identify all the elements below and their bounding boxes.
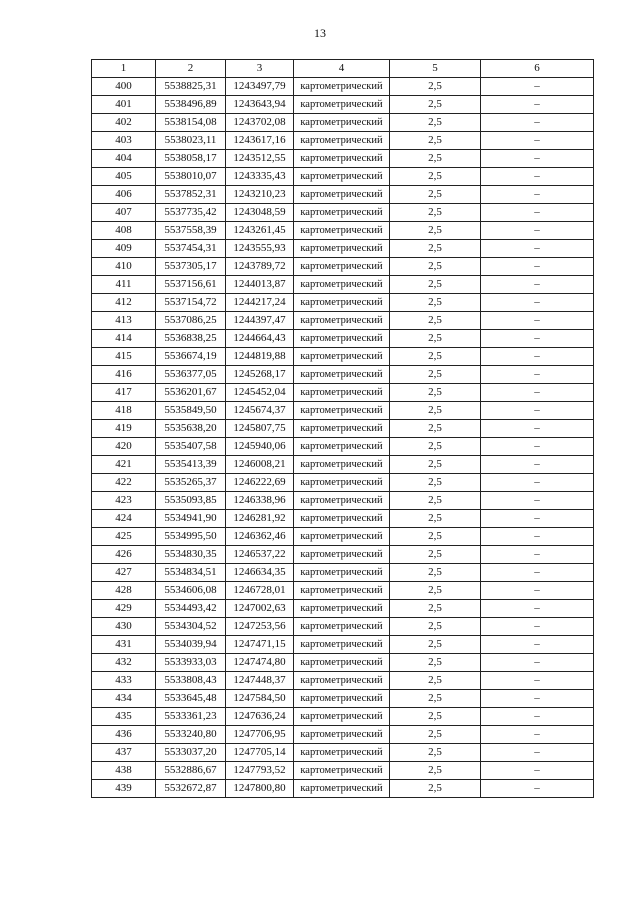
point-number-cell: 416 xyxy=(92,366,156,384)
coordinate-y-cell: 1243643,94 xyxy=(226,96,294,114)
table-row xyxy=(92,456,594,474)
coordinate-x-cell: 5538010,07 xyxy=(156,168,226,186)
coordinate-y-cell: 1243210,23 xyxy=(226,186,294,204)
method-cell: картометрический xyxy=(294,780,390,798)
method-cell: картометрический xyxy=(294,636,390,654)
table-row xyxy=(92,510,594,528)
coordinate-y-cell: 1246537,22 xyxy=(226,546,294,564)
method-cell: картометрический xyxy=(294,762,390,780)
method-cell: картометрический xyxy=(294,690,390,708)
column-header: 6 xyxy=(481,60,594,78)
accuracy-cell: 2,5 xyxy=(390,582,481,600)
accuracy-cell: 2,5 xyxy=(390,150,481,168)
coordinate-y-cell: 1243512,55 xyxy=(226,150,294,168)
coordinate-x-cell: 5533645,48 xyxy=(156,690,226,708)
point-number-cell: 428 xyxy=(92,582,156,600)
coordinate-x-cell: 5535638,20 xyxy=(156,420,226,438)
coordinate-x-cell: 5536201,67 xyxy=(156,384,226,402)
description-cell: – xyxy=(481,456,594,474)
table-row xyxy=(92,366,594,384)
accuracy-cell: 2,5 xyxy=(390,420,481,438)
accuracy-cell: 2,5 xyxy=(390,744,481,762)
description-cell: – xyxy=(481,240,594,258)
coordinate-x-cell: 5536674,19 xyxy=(156,348,226,366)
point-number-cell: 408 xyxy=(92,222,156,240)
point-number-cell: 435 xyxy=(92,708,156,726)
page-number: 13 xyxy=(314,26,326,40)
point-number-cell: 406 xyxy=(92,186,156,204)
table-row xyxy=(92,546,594,564)
coordinate-x-cell: 5535849,50 xyxy=(156,402,226,420)
point-number-cell: 418 xyxy=(92,402,156,420)
description-cell: – xyxy=(481,294,594,312)
accuracy-cell: 2,5 xyxy=(390,528,481,546)
method-cell: картометрический xyxy=(294,564,390,582)
table-row xyxy=(92,348,594,366)
coordinate-x-cell: 5533240,80 xyxy=(156,726,226,744)
table-row xyxy=(92,240,594,258)
table-row xyxy=(92,708,594,726)
description-cell: – xyxy=(481,690,594,708)
accuracy-cell: 2,5 xyxy=(390,726,481,744)
table-row xyxy=(92,330,594,348)
column-header: 3 xyxy=(226,60,294,78)
accuracy-cell: 2,5 xyxy=(390,366,481,384)
table-row xyxy=(92,222,594,240)
coordinate-y-cell: 1247471,15 xyxy=(226,636,294,654)
table-row xyxy=(92,114,594,132)
description-cell: – xyxy=(481,564,594,582)
accuracy-cell: 2,5 xyxy=(390,780,481,798)
table-row xyxy=(92,312,594,330)
accuracy-cell: 2,5 xyxy=(390,600,481,618)
method-cell: картометрический xyxy=(294,582,390,600)
description-cell: – xyxy=(481,600,594,618)
accuracy-cell: 2,5 xyxy=(390,204,481,222)
accuracy-cell: 2,5 xyxy=(390,654,481,672)
coordinate-y-cell: 1246222,69 xyxy=(226,474,294,492)
accuracy-cell: 2,5 xyxy=(390,240,481,258)
method-cell: картометрический xyxy=(294,420,390,438)
table-header-row xyxy=(92,60,594,78)
point-number-cell: 415 xyxy=(92,348,156,366)
accuracy-cell: 2,5 xyxy=(390,618,481,636)
column-header: 2 xyxy=(156,60,226,78)
coordinate-x-cell: 5534834,51 xyxy=(156,564,226,582)
description-cell: – xyxy=(481,780,594,798)
table-row xyxy=(92,204,594,222)
method-cell: картометрический xyxy=(294,168,390,186)
description-cell: – xyxy=(481,276,594,294)
method-cell: картометрический xyxy=(294,294,390,312)
method-cell: картометрический xyxy=(294,366,390,384)
description-cell: – xyxy=(481,96,594,114)
coordinate-y-cell: 1247002,63 xyxy=(226,600,294,618)
description-cell: – xyxy=(481,204,594,222)
point-number-cell: 432 xyxy=(92,654,156,672)
description-cell: – xyxy=(481,312,594,330)
method-cell: картометрический xyxy=(294,240,390,258)
accuracy-cell: 2,5 xyxy=(390,348,481,366)
coordinate-y-cell: 1246281,92 xyxy=(226,510,294,528)
point-number-cell: 427 xyxy=(92,564,156,582)
method-cell: картометрический xyxy=(294,654,390,672)
table-row xyxy=(92,96,594,114)
point-number-cell: 429 xyxy=(92,600,156,618)
description-cell: – xyxy=(481,636,594,654)
coordinate-y-cell: 1245452,04 xyxy=(226,384,294,402)
point-number-cell: 421 xyxy=(92,456,156,474)
description-cell: – xyxy=(481,726,594,744)
method-cell: картометрический xyxy=(294,456,390,474)
method-cell: картометрический xyxy=(294,114,390,132)
method-cell: картометрический xyxy=(294,618,390,636)
coordinate-y-cell: 1243702,08 xyxy=(226,114,294,132)
coordinate-y-cell: 1247800,80 xyxy=(226,780,294,798)
accuracy-cell: 2,5 xyxy=(390,168,481,186)
point-number-cell: 410 xyxy=(92,258,156,276)
accuracy-cell: 2,5 xyxy=(390,762,481,780)
coordinate-y-cell: 1245940,06 xyxy=(226,438,294,456)
method-cell: картометрический xyxy=(294,222,390,240)
method-cell: картометрический xyxy=(294,528,390,546)
description-cell: – xyxy=(481,348,594,366)
point-number-cell: 424 xyxy=(92,510,156,528)
coordinate-x-cell: 5534830,35 xyxy=(156,546,226,564)
coordinate-y-cell: 1244217,24 xyxy=(226,294,294,312)
table-row xyxy=(92,600,594,618)
table-row xyxy=(92,186,594,204)
accuracy-cell: 2,5 xyxy=(390,510,481,528)
coordinate-x-cell: 5538825,31 xyxy=(156,78,226,96)
description-cell: – xyxy=(481,582,594,600)
coordinate-y-cell: 1247584,50 xyxy=(226,690,294,708)
accuracy-cell: 2,5 xyxy=(390,186,481,204)
point-number-cell: 438 xyxy=(92,762,156,780)
table-row xyxy=(92,762,594,780)
accuracy-cell: 2,5 xyxy=(390,384,481,402)
method-cell: картометрический xyxy=(294,744,390,762)
point-number-cell: 423 xyxy=(92,492,156,510)
method-cell: картометрический xyxy=(294,204,390,222)
point-number-cell: 412 xyxy=(92,294,156,312)
point-number-cell: 419 xyxy=(92,420,156,438)
coordinate-x-cell: 5537154,72 xyxy=(156,294,226,312)
table-row xyxy=(92,420,594,438)
description-cell: – xyxy=(481,330,594,348)
coordinate-x-cell: 5535265,37 xyxy=(156,474,226,492)
point-number-cell: 425 xyxy=(92,528,156,546)
coordinate-x-cell: 5536377,05 xyxy=(156,366,226,384)
coordinate-x-cell: 5533933,03 xyxy=(156,654,226,672)
coordinate-y-cell: 1244397,47 xyxy=(226,312,294,330)
point-number-cell: 407 xyxy=(92,204,156,222)
accuracy-cell: 2,5 xyxy=(390,276,481,294)
coordinate-x-cell: 5537852,31 xyxy=(156,186,226,204)
coordinate-x-cell: 5537086,25 xyxy=(156,312,226,330)
coordinate-x-cell: 5538058,17 xyxy=(156,150,226,168)
table-body xyxy=(92,78,594,798)
coordinate-y-cell: 1243497,79 xyxy=(226,78,294,96)
description-cell: – xyxy=(481,528,594,546)
coordinate-y-cell: 1246008,21 xyxy=(226,456,294,474)
coordinate-x-cell: 5535413,39 xyxy=(156,456,226,474)
method-cell: картометрический xyxy=(294,402,390,420)
method-cell: картометрический xyxy=(294,474,390,492)
description-cell: – xyxy=(481,258,594,276)
method-cell: картометрический xyxy=(294,96,390,114)
point-number-cell: 434 xyxy=(92,690,156,708)
point-number-cell: 439 xyxy=(92,780,156,798)
accuracy-cell: 2,5 xyxy=(390,636,481,654)
point-number-cell: 402 xyxy=(92,114,156,132)
description-cell: – xyxy=(481,420,594,438)
coordinate-x-cell: 5535407,58 xyxy=(156,438,226,456)
method-cell: картометрический xyxy=(294,708,390,726)
table-row xyxy=(92,744,594,762)
description-cell: – xyxy=(481,366,594,384)
accuracy-cell: 2,5 xyxy=(390,312,481,330)
description-cell: – xyxy=(481,150,594,168)
accuracy-cell: 2,5 xyxy=(390,456,481,474)
coordinate-x-cell: 5534995,50 xyxy=(156,528,226,546)
coordinates-table xyxy=(91,59,594,798)
coordinate-y-cell: 1245674,37 xyxy=(226,402,294,420)
accuracy-cell: 2,5 xyxy=(390,708,481,726)
method-cell: картометрический xyxy=(294,492,390,510)
point-number-cell: 401 xyxy=(92,96,156,114)
description-cell: – xyxy=(481,708,594,726)
table-row xyxy=(92,474,594,492)
coordinate-x-cell: 5534493,42 xyxy=(156,600,226,618)
coordinate-y-cell: 1244013,87 xyxy=(226,276,294,294)
accuracy-cell: 2,5 xyxy=(390,402,481,420)
coordinate-y-cell: 1244664,43 xyxy=(226,330,294,348)
point-number-cell: 404 xyxy=(92,150,156,168)
point-number-cell: 405 xyxy=(92,168,156,186)
point-number-cell: 409 xyxy=(92,240,156,258)
point-number-cell: 420 xyxy=(92,438,156,456)
coordinate-y-cell: 1246362,46 xyxy=(226,528,294,546)
point-number-cell: 403 xyxy=(92,132,156,150)
coordinate-y-cell: 1245807,75 xyxy=(226,420,294,438)
coordinate-x-cell: 5534941,90 xyxy=(156,510,226,528)
point-number-cell: 400 xyxy=(92,78,156,96)
point-number-cell: 411 xyxy=(92,276,156,294)
accuracy-cell: 2,5 xyxy=(390,546,481,564)
column-header: 5 xyxy=(390,60,481,78)
method-cell: картометрический xyxy=(294,348,390,366)
coordinate-x-cell: 5537305,17 xyxy=(156,258,226,276)
column-header: 1 xyxy=(92,60,156,78)
accuracy-cell: 2,5 xyxy=(390,564,481,582)
point-number-cell: 414 xyxy=(92,330,156,348)
method-cell: картометрический xyxy=(294,78,390,96)
table-row xyxy=(92,276,594,294)
accuracy-cell: 2,5 xyxy=(390,690,481,708)
description-cell: – xyxy=(481,78,594,96)
coordinate-y-cell: 1247474,80 xyxy=(226,654,294,672)
table-row xyxy=(92,438,594,456)
table-row xyxy=(92,528,594,546)
accuracy-cell: 2,5 xyxy=(390,96,481,114)
table-row xyxy=(92,582,594,600)
coordinate-x-cell: 5538154,08 xyxy=(156,114,226,132)
coordinate-y-cell: 1247448,37 xyxy=(226,672,294,690)
description-cell: – xyxy=(481,474,594,492)
coordinate-x-cell: 5537156,61 xyxy=(156,276,226,294)
coordinate-y-cell: 1243555,93 xyxy=(226,240,294,258)
description-cell: – xyxy=(481,762,594,780)
table-row xyxy=(92,654,594,672)
coordinate-y-cell: 1247705,14 xyxy=(226,744,294,762)
coordinate-y-cell: 1243335,43 xyxy=(226,168,294,186)
description-cell: – xyxy=(481,168,594,186)
point-number-cell: 433 xyxy=(92,672,156,690)
description-cell: – xyxy=(481,744,594,762)
point-number-cell: 437 xyxy=(92,744,156,762)
coordinate-y-cell: 1243261,45 xyxy=(226,222,294,240)
description-cell: – xyxy=(481,114,594,132)
point-number-cell: 417 xyxy=(92,384,156,402)
description-cell: – xyxy=(481,492,594,510)
point-number-cell: 436 xyxy=(92,726,156,744)
coordinate-x-cell: 5532886,67 xyxy=(156,762,226,780)
description-cell: – xyxy=(481,672,594,690)
coordinate-y-cell: 1247636,24 xyxy=(226,708,294,726)
table-row xyxy=(92,492,594,510)
table-row xyxy=(92,672,594,690)
table-row xyxy=(92,132,594,150)
description-cell: – xyxy=(481,132,594,150)
coordinate-x-cell: 5535093,85 xyxy=(156,492,226,510)
coordinate-x-cell: 5533037,20 xyxy=(156,744,226,762)
coordinate-y-cell: 1247793,52 xyxy=(226,762,294,780)
coordinate-x-cell: 5537454,31 xyxy=(156,240,226,258)
coordinate-x-cell: 5538496,89 xyxy=(156,96,226,114)
coordinate-y-cell: 1243617,16 xyxy=(226,132,294,150)
description-cell: – xyxy=(481,618,594,636)
accuracy-cell: 2,5 xyxy=(390,222,481,240)
point-number-cell: 413 xyxy=(92,312,156,330)
method-cell: картометрический xyxy=(294,726,390,744)
method-cell: картометрический xyxy=(294,186,390,204)
accuracy-cell: 2,5 xyxy=(390,258,481,276)
method-cell: картометрический xyxy=(294,510,390,528)
accuracy-cell: 2,5 xyxy=(390,492,481,510)
accuracy-cell: 2,5 xyxy=(390,438,481,456)
table-row xyxy=(92,402,594,420)
description-cell: – xyxy=(481,384,594,402)
method-cell: картометрический xyxy=(294,276,390,294)
table-row xyxy=(92,168,594,186)
method-cell: картометрический xyxy=(294,312,390,330)
coordinate-x-cell: 5538023,11 xyxy=(156,132,226,150)
column-header: 4 xyxy=(294,60,390,78)
method-cell: картометрический xyxy=(294,672,390,690)
coordinate-x-cell: 5532672,87 xyxy=(156,780,226,798)
accuracy-cell: 2,5 xyxy=(390,474,481,492)
description-cell: – xyxy=(481,222,594,240)
coordinate-y-cell: 1243048,59 xyxy=(226,204,294,222)
coordinate-y-cell: 1243789,72 xyxy=(226,258,294,276)
method-cell: картометрический xyxy=(294,438,390,456)
point-number-cell: 426 xyxy=(92,546,156,564)
table-row xyxy=(92,780,594,798)
table-row xyxy=(92,78,594,96)
table-row xyxy=(92,618,594,636)
method-cell: картометрический xyxy=(294,546,390,564)
coordinate-x-cell: 5534039,94 xyxy=(156,636,226,654)
table-row xyxy=(92,384,594,402)
method-cell: картометрический xyxy=(294,600,390,618)
table-row xyxy=(92,726,594,744)
coordinate-y-cell: 1247706,95 xyxy=(226,726,294,744)
coordinate-y-cell: 1246338,96 xyxy=(226,492,294,510)
description-cell: – xyxy=(481,654,594,672)
point-number-cell: 422 xyxy=(92,474,156,492)
coordinate-y-cell: 1246728,01 xyxy=(226,582,294,600)
coordinate-y-cell: 1246634,35 xyxy=(226,564,294,582)
method-cell: картометрический xyxy=(294,150,390,168)
method-cell: картометрический xyxy=(294,132,390,150)
point-number-cell: 431 xyxy=(92,636,156,654)
coordinate-x-cell: 5533361,23 xyxy=(156,708,226,726)
accuracy-cell: 2,5 xyxy=(390,294,481,312)
coordinate-x-cell: 5534304,52 xyxy=(156,618,226,636)
method-cell: картометрический xyxy=(294,330,390,348)
coordinate-x-cell: 5537735,42 xyxy=(156,204,226,222)
table-row xyxy=(92,150,594,168)
table-row xyxy=(92,258,594,276)
table-row xyxy=(92,294,594,312)
accuracy-cell: 2,5 xyxy=(390,114,481,132)
accuracy-cell: 2,5 xyxy=(390,672,481,690)
description-cell: – xyxy=(481,402,594,420)
description-cell: – xyxy=(481,510,594,528)
table-row xyxy=(92,690,594,708)
accuracy-cell: 2,5 xyxy=(390,330,481,348)
accuracy-cell: 2,5 xyxy=(390,132,481,150)
table-row xyxy=(92,564,594,582)
coordinate-y-cell: 1244819,88 xyxy=(226,348,294,366)
coordinate-x-cell: 5537558,39 xyxy=(156,222,226,240)
coordinate-y-cell: 1247253,56 xyxy=(226,618,294,636)
accuracy-cell: 2,5 xyxy=(390,78,481,96)
coordinate-x-cell: 5533808,43 xyxy=(156,672,226,690)
description-cell: – xyxy=(481,186,594,204)
coordinate-x-cell: 5536838,25 xyxy=(156,330,226,348)
point-number-cell: 430 xyxy=(92,618,156,636)
table-row xyxy=(92,636,594,654)
coordinate-x-cell: 5534606,08 xyxy=(156,582,226,600)
method-cell: картометрический xyxy=(294,258,390,276)
coordinate-y-cell: 1245268,17 xyxy=(226,366,294,384)
description-cell: – xyxy=(481,438,594,456)
description-cell: – xyxy=(481,546,594,564)
method-cell: картометрический xyxy=(294,384,390,402)
